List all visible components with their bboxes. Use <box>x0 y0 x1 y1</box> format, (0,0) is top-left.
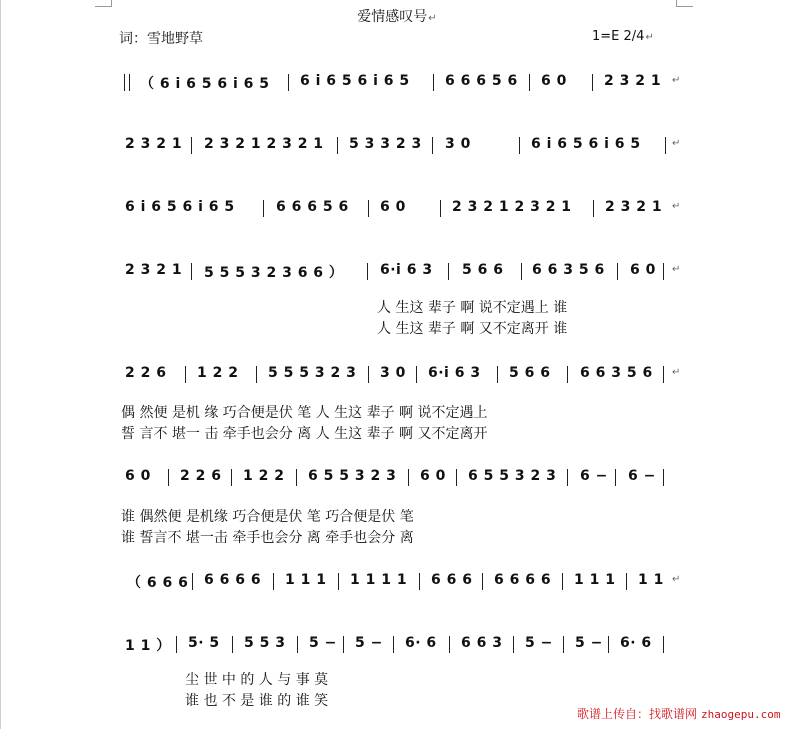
score-line-6 <box>0 468 794 490</box>
barline <box>393 636 394 653</box>
barline <box>617 263 618 280</box>
barline <box>529 74 530 91</box>
measure: 1 2 2 <box>243 468 285 484</box>
measure: 6·i 6 3 <box>428 365 481 381</box>
score-line-1 <box>0 73 794 95</box>
measure: 5 5 5 3 2 3 <box>268 365 357 381</box>
start-repeat-barline <box>124 74 130 91</box>
barline <box>368 366 369 383</box>
measure: 2 3 2 1 2 3 2 1 <box>204 136 324 152</box>
lyric-line-verse-2: 誓 言不 堪一 击 牵手也会分 离 人 生这 辈子 啊 又不定离开 <box>121 426 488 442</box>
paragraph-mark-icon: ↵ <box>672 138 681 149</box>
barline <box>665 137 666 154</box>
barline <box>273 573 274 590</box>
paragraph-mark-icon: ↵ <box>672 367 681 378</box>
barline <box>408 469 409 486</box>
barline <box>296 469 297 486</box>
measure: 6 6 6 <box>431 572 473 588</box>
measure: 1 1 ） <box>125 638 171 654</box>
barline <box>593 200 594 217</box>
barline <box>663 469 664 486</box>
measure: 1 1 1 <box>574 572 616 588</box>
measure: 6 6 3 5 6 <box>532 262 605 278</box>
barline <box>562 573 563 590</box>
barline <box>663 263 664 280</box>
barline <box>176 636 177 653</box>
measure: 1 2 2 <box>197 365 239 381</box>
barline <box>519 137 520 154</box>
lyric-line-verse-1: 偶 然便 是机 缘 巧合便是伏 笔 人 生这 辈子 啊 说不定遇上 <box>121 405 488 421</box>
barline <box>192 573 193 590</box>
barline <box>663 366 664 383</box>
measure: 6 − <box>628 468 656 484</box>
measure: （ 6 6 6 <box>127 575 189 591</box>
measure: 1 1 <box>638 572 664 588</box>
score-line-2 <box>0 136 794 158</box>
barline <box>663 636 664 653</box>
barline <box>343 636 344 653</box>
barline <box>185 366 186 383</box>
barline <box>521 263 522 280</box>
measure: 5 − <box>575 635 603 651</box>
measure: 2 3 2 1 <box>605 199 663 215</box>
lyric-line-verse-2: 谁 也 不 是 谁 的 谁 笑 <box>185 693 329 709</box>
measure: 6 6 3 <box>461 635 503 651</box>
measure: 2 2 6 <box>125 365 167 381</box>
barline <box>416 366 417 383</box>
lyric-line-verse-2: 人 生这 辈子 啊 又不定离开 谁 <box>377 321 568 337</box>
measure: 5 − <box>355 635 383 651</box>
measure: 6 0 <box>125 468 151 484</box>
measure: 5 − <box>309 635 337 651</box>
measure: 6 5 5 3 2 3 <box>308 468 397 484</box>
measure: 6 6 6 6 <box>494 572 552 588</box>
score-line-5 <box>0 365 794 387</box>
barline <box>626 573 627 590</box>
barline <box>368 200 369 217</box>
barline <box>592 74 593 91</box>
barline <box>482 573 483 590</box>
barline <box>232 636 233 653</box>
measure: 6 0 <box>630 262 656 278</box>
measure: 5 6 6 <box>509 365 551 381</box>
measure: 6 i 6 5 6 i 6 5 <box>125 199 235 215</box>
barline <box>567 366 568 383</box>
barline <box>191 263 192 280</box>
barline <box>563 636 564 653</box>
measure: （ 6 i 6 5 6 i 6 5 <box>140 76 270 92</box>
score-line-4 <box>0 262 794 284</box>
barline <box>168 469 169 486</box>
barline <box>567 469 568 486</box>
measure: 6 5 5 3 2 3 <box>468 468 557 484</box>
barline <box>608 636 609 653</box>
barline <box>337 137 338 154</box>
barline <box>449 636 450 653</box>
paragraph-mark-icon: ↵ <box>672 264 681 275</box>
lyric-line-verse-1: 尘 世 中 的 人 与 事 莫 <box>185 672 329 688</box>
measure: 3 0 <box>445 136 471 152</box>
measure: 2 3 2 1 2 3 2 1 <box>452 199 572 215</box>
key-signature: 1=E 2/4↵ <box>592 29 654 44</box>
lyricist-credit: 词：雪地野草 <box>119 31 203 47</box>
barline <box>367 263 368 280</box>
measure: 6 0 <box>380 199 406 215</box>
measure: 2 2 6 <box>180 468 222 484</box>
barline <box>497 366 498 383</box>
score-line-3 <box>0 199 794 221</box>
measure: 6 6 3 5 6 <box>580 365 653 381</box>
measure: 5 5 3 <box>244 635 286 651</box>
barline <box>338 573 339 590</box>
barline <box>615 469 616 486</box>
lyric-line-verse-1: 谁 偶然便 是机缘 巧合便是伏 笔 巧合便是伏 笔 <box>121 509 414 525</box>
lyric-line-verse-2: 谁 誓言不 堪一击 牵手也会分 离 牵手也会分 离 <box>121 530 414 546</box>
measure: 2 3 2 1 <box>125 136 183 152</box>
measure: 6 i 6 5 6 i 6 5 <box>300 73 410 89</box>
paragraph-mark-icon: ↵ <box>428 13 437 24</box>
barline <box>432 137 433 154</box>
measure: 6 6 6 6 <box>204 572 262 588</box>
measure: 2 3 2 1 <box>604 73 662 89</box>
barline <box>513 636 514 653</box>
measure: 1 1 1 1 <box>350 572 408 588</box>
barline <box>256 366 257 383</box>
paragraph-mark-icon: ↵ <box>672 574 681 585</box>
score-line-8 <box>0 635 794 657</box>
score-line-7 <box>0 572 794 594</box>
barline <box>263 200 264 217</box>
barline <box>419 573 420 590</box>
paragraph-mark-icon: ↵ <box>645 32 654 43</box>
barline <box>456 469 457 486</box>
measure: 6 − <box>580 468 608 484</box>
measure: 6· 6 <box>405 635 437 651</box>
source-watermark: 歌谱上传自：找歌谱网 zhaogepu.com <box>577 707 781 721</box>
measure: 6 i 6 5 6 i 6 5 <box>531 136 641 152</box>
measure: 5 6 6 <box>462 262 504 278</box>
barline <box>191 137 192 154</box>
barline <box>231 469 232 486</box>
measure: 3 0 <box>380 365 406 381</box>
measure: 5 5 5 3 2 3 6 6 ） <box>204 265 344 281</box>
paragraph-mark-icon: ↵ <box>672 75 681 86</box>
barline <box>433 74 434 91</box>
measure: 6 6 6 5 6 <box>276 199 349 215</box>
barline <box>448 263 449 280</box>
barline <box>288 74 289 91</box>
measure: 6 0 <box>420 468 446 484</box>
measure: 2 3 2 1 <box>125 262 183 278</box>
barline <box>440 200 441 217</box>
measure: 6 6 6 5 6 <box>445 73 518 89</box>
barline <box>297 636 298 653</box>
song-title: 爱情感叹号↵ <box>357 9 437 25</box>
measure: 6· 6 <box>620 635 652 651</box>
measure: 5 − <box>525 635 553 651</box>
measure: 6·i 6 3 <box>380 262 433 278</box>
measure: 6 0 <box>541 73 567 89</box>
watermark-site: zhaogepu.com <box>701 708 781 721</box>
measure: 5· 5 <box>188 635 220 651</box>
paragraph-mark-icon: ↵ <box>672 201 681 212</box>
measure: 5 3 3 2 3 <box>349 136 422 152</box>
measure: 1 1 1 <box>285 572 327 588</box>
lyric-line-verse-1: 人 生这 辈子 啊 说不定遇上 谁 <box>377 300 568 316</box>
